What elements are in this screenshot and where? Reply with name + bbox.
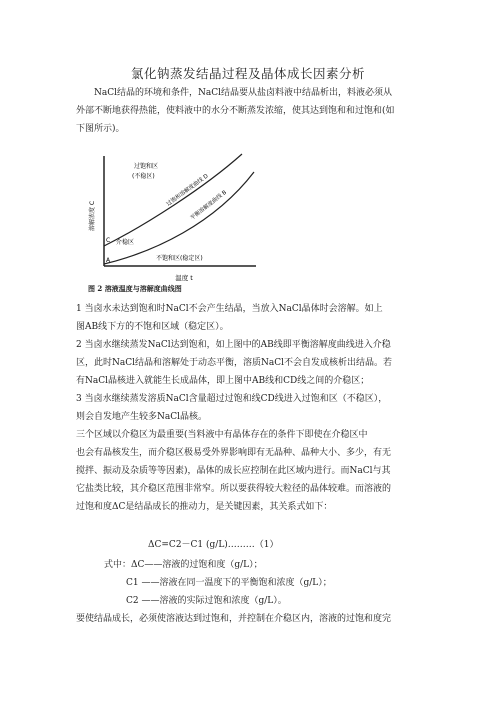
- formula-line: ΔC=C2－C1 (g/L)………（1）: [148, 540, 279, 550]
- body-line: 则会自发地产生较多NaCl晶核。: [76, 412, 208, 422]
- body-line: 2 当卤水继续蒸发NaCl达到饱和，如上图中的AB线即平衡溶解度曲线进入介稳: [76, 340, 391, 350]
- unstable-region-label: (不稳区): [132, 173, 155, 180]
- figure-caption: 图 2 溶液温度与溶解度曲线图: [88, 284, 182, 293]
- intro-line: 下图所示)。: [76, 124, 125, 134]
- last-line: 要使结晶成长，必须使溶液达到过饱和，并控制在介稳区内，溶液的过饱和度完: [76, 614, 392, 624]
- definition-line: C2 ——溶液的实际过饱和浓度（g/L）。: [126, 596, 287, 606]
- metastable-region-label: 介稳区: [116, 239, 135, 246]
- solubility-figure: [84, 146, 284, 306]
- body-paragraphs: [76, 300, 426, 516]
- document-title: 氯化钠蒸发结晶过程及晶体成长因素分析: [130, 66, 365, 81]
- solubility-chart: [84, 146, 284, 286]
- equilibrium-solubility-curve: [104, 172, 254, 264]
- intro-line: 外部不断地获得热能，使料液中的水分不断蒸发浓缩，使其达到饱和和过饱和(如: [76, 106, 395, 116]
- y-axis-label: 溶解浓度 C: [89, 200, 96, 232]
- body-line: 搅拌、振动及杂质等等因素)，晶体的成长应控制在此区域内进行。而NaCl与其: [76, 466, 391, 476]
- unsaturated-region-label: 不饱和区(稳定区): [156, 255, 203, 262]
- intro-paragraph: [76, 84, 426, 138]
- body-line: 过饱和度ΔC是结晶成长的推动力，是关键因素，其关系式如下：: [76, 502, 333, 512]
- x-axis-label: 温度 t: [175, 274, 193, 282]
- body-line: 三个区域以介稳区为最重要(当料液中有晶体存在的条件下即使在介稳区中: [76, 430, 368, 440]
- body-line: 有NaCl晶核进入就能生长成晶体，即上图中AB线和CD线之间的介稳区；: [76, 376, 370, 386]
- point-a-label: A: [106, 257, 111, 264]
- body-line: 图AB线下方的不饱和区域（稳定区）。: [76, 322, 229, 332]
- supersaturation-curve-label: 过饱和溶解度曲线 D: [165, 173, 210, 208]
- intro-line: NaCl结晶的环境和条件，NaCl结晶要从盐卤料液中结晶析出，料液必须从: [94, 88, 393, 98]
- body-line: 1 当卤水未达到饱和时NaCl不会产生结晶，当放入NaCl晶体时会溶解。如上: [76, 304, 383, 314]
- body-line: 它盐类比较，其介稳区范围非常窄。所以要获得较大粒径的晶体较难。而溶液的: [76, 484, 392, 494]
- body-line: 区，此时NaCl结晶和溶解处于动态平衡，溶质NaCl不会自发成核析出结晶。若: [76, 358, 393, 368]
- definition-line: C1 ——溶液在同一温度下的平衡饱和浓度（g/L）；: [126, 578, 332, 588]
- body-line: 3 当卤水继续蒸发溶质NaCl含量超过过饱和线CD线进入过饱和区（不稳区），: [76, 394, 388, 404]
- point-c-label: C: [106, 237, 111, 244]
- definition-line: 式中：ΔC——溶液的过饱和度（g/L）；: [104, 560, 263, 570]
- supersaturated-region-label: 过饱和区: [134, 163, 159, 170]
- equilibrium-curve-label: 平衡溶解度曲线 B: [189, 189, 228, 222]
- body-line: 也会有晶核发生，而介稳区极易受外界影响即有无晶种、晶种大小、多少，有无: [76, 448, 392, 458]
